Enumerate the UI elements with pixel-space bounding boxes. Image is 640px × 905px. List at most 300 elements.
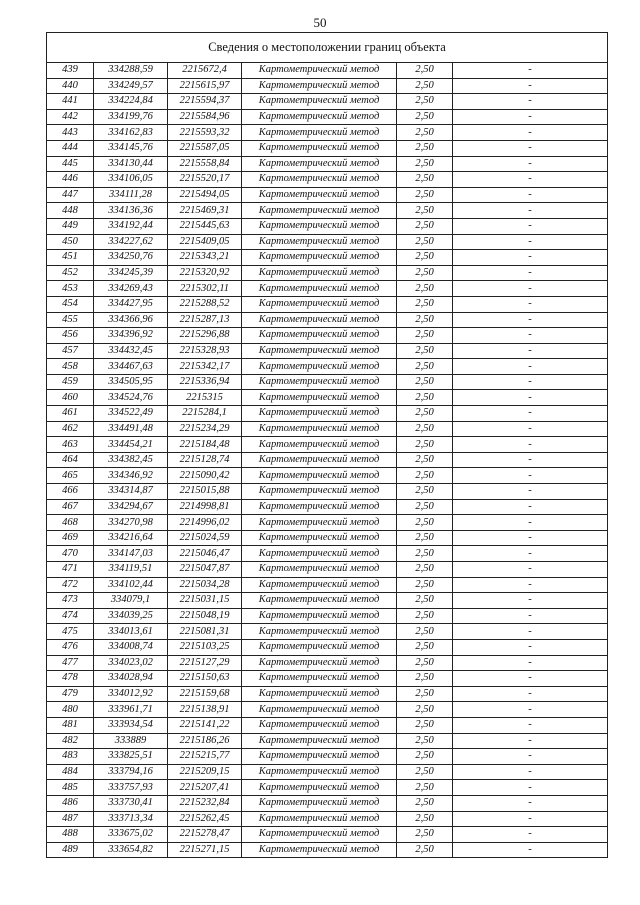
description-cell: -: [453, 140, 608, 156]
description-cell: -: [453, 608, 608, 624]
table-row: [47, 63, 608, 79]
method-cell: Картометрический метод: [242, 749, 397, 765]
table-row: [47, 655, 608, 671]
description-cell: -: [453, 390, 608, 406]
method-cell: Картометрический метод: [242, 577, 397, 593]
method-cell: Картометрический метод: [242, 109, 397, 125]
point-number-cell: 450: [47, 234, 94, 250]
description-cell: -: [453, 203, 608, 219]
accuracy-cell: 2,50: [397, 390, 453, 406]
y-coordinate-cell: 2215024,59: [168, 530, 242, 546]
description-cell: -: [453, 109, 608, 125]
y-coordinate-cell: 2215320,92: [168, 265, 242, 281]
accuracy-cell: 2,50: [397, 265, 453, 281]
point-number-cell: 442: [47, 109, 94, 125]
x-coordinate-cell: 334039,25: [94, 608, 168, 624]
point-number-cell: 468: [47, 515, 94, 531]
accuracy-cell: 2,50: [397, 655, 453, 671]
y-coordinate-cell: 2215127,29: [168, 655, 242, 671]
y-coordinate-cell: 2215046,47: [168, 546, 242, 562]
y-coordinate-cell: 2215469,31: [168, 203, 242, 219]
table-row: [47, 593, 608, 609]
table-title: Сведения о местоположении границ объекта: [47, 33, 608, 63]
description-cell: -: [453, 639, 608, 655]
accuracy-cell: 2,50: [397, 374, 453, 390]
x-coordinate-cell: 334432,45: [94, 343, 168, 359]
point-number-cell: 462: [47, 421, 94, 437]
description-cell: -: [453, 328, 608, 344]
table-row: [47, 577, 608, 593]
method-cell: Картометрический метод: [242, 265, 397, 281]
description-cell: -: [453, 406, 608, 422]
x-coordinate-cell: 334346,92: [94, 468, 168, 484]
accuracy-cell: 2,50: [397, 515, 453, 531]
y-coordinate-cell: 2215034,28: [168, 577, 242, 593]
table-row: [47, 296, 608, 312]
table-row: [47, 530, 608, 546]
accuracy-cell: 2,50: [397, 109, 453, 125]
x-coordinate-cell: 334162,83: [94, 125, 168, 141]
method-cell: Картометрический метод: [242, 281, 397, 297]
accuracy-cell: 2,50: [397, 593, 453, 609]
table-row: [47, 109, 608, 125]
description-cell: -: [453, 374, 608, 390]
x-coordinate-cell: 333675,02: [94, 827, 168, 843]
x-coordinate-cell: 334454,21: [94, 437, 168, 453]
x-coordinate-cell: 334522,49: [94, 406, 168, 422]
description-cell: -: [453, 811, 608, 827]
boundary-coordinates-table: [46, 32, 608, 858]
table-row: [47, 499, 608, 515]
accuracy-cell: 2,50: [397, 530, 453, 546]
page-number: 50: [313, 15, 327, 30]
method-cell: Картометрический метод: [242, 608, 397, 624]
y-coordinate-cell: 2215328,93: [168, 343, 242, 359]
description-cell: -: [453, 515, 608, 531]
accuracy-cell: 2,50: [397, 562, 453, 578]
point-number-cell: 463: [47, 437, 94, 453]
description-cell: -: [453, 250, 608, 266]
method-cell: Картометрический метод: [242, 827, 397, 843]
point-number-cell: 446: [47, 172, 94, 188]
point-number-cell: 454: [47, 296, 94, 312]
y-coordinate-cell: 2215288,52: [168, 296, 242, 312]
y-coordinate-cell: 2215215,77: [168, 749, 242, 765]
x-coordinate-cell: 334111,28: [94, 187, 168, 203]
point-number-cell: 487: [47, 811, 94, 827]
description-cell: -: [453, 312, 608, 328]
accuracy-cell: 2,50: [397, 639, 453, 655]
table-row: [47, 452, 608, 468]
x-coordinate-cell: 334216,64: [94, 530, 168, 546]
method-cell: Картометрический метод: [242, 172, 397, 188]
x-coordinate-cell: 333934,54: [94, 717, 168, 733]
description-cell: -: [453, 281, 608, 297]
accuracy-cell: 2,50: [397, 608, 453, 624]
method-cell: Картометрический метод: [242, 686, 397, 702]
description-cell: -: [453, 593, 608, 609]
y-coordinate-cell: 2215558,84: [168, 156, 242, 172]
method-cell: Картометрический метод: [242, 452, 397, 468]
point-number-cell: 483: [47, 749, 94, 765]
point-number-cell: 466: [47, 484, 94, 500]
x-coordinate-cell: 334294,67: [94, 499, 168, 515]
table-body: [47, 63, 608, 858]
y-coordinate-cell: 2215593,32: [168, 125, 242, 141]
method-cell: Картометрический метод: [242, 562, 397, 578]
table-row: [47, 328, 608, 344]
table-row: [47, 764, 608, 780]
point-number-cell: 461: [47, 406, 94, 422]
accuracy-cell: 2,50: [397, 187, 453, 203]
y-coordinate-cell: 2215520,17: [168, 172, 242, 188]
accuracy-cell: 2,50: [397, 795, 453, 811]
table-row: [47, 406, 608, 422]
method-cell: Картометрический метод: [242, 780, 397, 796]
x-coordinate-cell: 334250,76: [94, 250, 168, 266]
y-coordinate-cell: 2215672,4: [168, 63, 242, 79]
method-cell: Картометрический метод: [242, 94, 397, 110]
point-number-cell: 482: [47, 733, 94, 749]
accuracy-cell: 2,50: [397, 281, 453, 297]
description-cell: -: [453, 530, 608, 546]
table-row: [47, 733, 608, 749]
table-row: [47, 421, 608, 437]
table-header-row: [47, 33, 608, 63]
y-coordinate-cell: 2215081,31: [168, 624, 242, 640]
table-row: [47, 343, 608, 359]
point-number-cell: 478: [47, 671, 94, 687]
point-number-cell: 477: [47, 655, 94, 671]
method-cell: Картометрический метод: [242, 702, 397, 718]
y-coordinate-cell: 2215209,15: [168, 764, 242, 780]
x-coordinate-cell: 334130,44: [94, 156, 168, 172]
table-row: [47, 94, 608, 110]
point-number-cell: 453: [47, 281, 94, 297]
point-number-cell: 489: [47, 842, 94, 858]
x-coordinate-cell: 334245,39: [94, 265, 168, 281]
method-cell: Картометрический метод: [242, 125, 397, 141]
method-cell: Картометрический метод: [242, 546, 397, 562]
accuracy-cell: 2,50: [397, 328, 453, 344]
method-cell: Картометрический метод: [242, 296, 397, 312]
point-number-cell: 467: [47, 499, 94, 515]
table-row: [47, 78, 608, 94]
table-row: [47, 156, 608, 172]
y-coordinate-cell: 2215336,94: [168, 374, 242, 390]
table-row: [47, 624, 608, 640]
method-cell: Картометрический метод: [242, 390, 397, 406]
accuracy-cell: 2,50: [397, 780, 453, 796]
accuracy-cell: 2,50: [397, 140, 453, 156]
table-row: [47, 281, 608, 297]
table-row: [47, 702, 608, 718]
method-cell: Картометрический метод: [242, 78, 397, 94]
x-coordinate-cell: 334013,61: [94, 624, 168, 640]
method-cell: Картометрический метод: [242, 156, 397, 172]
table-row: [47, 234, 608, 250]
x-coordinate-cell: 334192,44: [94, 218, 168, 234]
method-cell: Картометрический метод: [242, 437, 397, 453]
method-cell: Картометрический метод: [242, 484, 397, 500]
accuracy-cell: 2,50: [397, 296, 453, 312]
description-cell: -: [453, 343, 608, 359]
y-coordinate-cell: 2215015,88: [168, 484, 242, 500]
x-coordinate-cell: 334028,94: [94, 671, 168, 687]
table-row: [47, 203, 608, 219]
point-number-cell: 475: [47, 624, 94, 640]
method-cell: Картометрический метод: [242, 811, 397, 827]
point-number-cell: 459: [47, 374, 94, 390]
x-coordinate-cell: 333794,16: [94, 764, 168, 780]
method-cell: Картометрический метод: [242, 671, 397, 687]
method-cell: Картометрический метод: [242, 593, 397, 609]
description-cell: -: [453, 265, 608, 281]
y-coordinate-cell: 2215090,42: [168, 468, 242, 484]
description-cell: -: [453, 764, 608, 780]
point-number-cell: 484: [47, 764, 94, 780]
accuracy-cell: 2,50: [397, 343, 453, 359]
accuracy-cell: 2,50: [397, 218, 453, 234]
y-coordinate-cell: 2215128,74: [168, 452, 242, 468]
method-cell: Картометрический метод: [242, 312, 397, 328]
description-cell: -: [453, 577, 608, 593]
description-cell: -: [453, 78, 608, 94]
y-coordinate-cell: 2215048,19: [168, 608, 242, 624]
accuracy-cell: 2,50: [397, 63, 453, 79]
x-coordinate-cell: 334396,92: [94, 328, 168, 344]
table-row: [47, 312, 608, 328]
point-number-cell: 447: [47, 187, 94, 203]
point-number-cell: 451: [47, 250, 94, 266]
accuracy-cell: 2,50: [397, 717, 453, 733]
accuracy-cell: 2,50: [397, 484, 453, 500]
accuracy-cell: 2,50: [397, 172, 453, 188]
accuracy-cell: 2,50: [397, 733, 453, 749]
point-number-cell: 445: [47, 156, 94, 172]
point-number-cell: 448: [47, 203, 94, 219]
accuracy-cell: 2,50: [397, 203, 453, 219]
y-coordinate-cell: 2215278,47: [168, 827, 242, 843]
accuracy-cell: 2,50: [397, 125, 453, 141]
description-cell: -: [453, 468, 608, 484]
description-cell: -: [453, 686, 608, 702]
x-coordinate-cell: 334106,05: [94, 172, 168, 188]
accuracy-cell: 2,50: [397, 702, 453, 718]
accuracy-cell: 2,50: [397, 842, 453, 858]
y-coordinate-cell: 2215186,26: [168, 733, 242, 749]
table-row: [47, 686, 608, 702]
accuracy-cell: 2,50: [397, 78, 453, 94]
point-number-cell: 464: [47, 452, 94, 468]
point-number-cell: 485: [47, 780, 94, 796]
y-coordinate-cell: 2215409,05: [168, 234, 242, 250]
y-coordinate-cell: 2215234,29: [168, 421, 242, 437]
x-coordinate-cell: 334012,92: [94, 686, 168, 702]
description-cell: -: [453, 187, 608, 203]
accuracy-cell: 2,50: [397, 94, 453, 110]
method-cell: Картометрический метод: [242, 717, 397, 733]
accuracy-cell: 2,50: [397, 671, 453, 687]
y-coordinate-cell: 2215594,37: [168, 94, 242, 110]
point-number-cell: 481: [47, 717, 94, 733]
description-cell: -: [453, 421, 608, 437]
description-cell: -: [453, 717, 608, 733]
table-row: [47, 468, 608, 484]
description-cell: -: [453, 172, 608, 188]
x-coordinate-cell: 334249,57: [94, 78, 168, 94]
y-coordinate-cell: 2215271,15: [168, 842, 242, 858]
description-cell: -: [453, 234, 608, 250]
table-row: [47, 390, 608, 406]
x-coordinate-cell: 334366,96: [94, 312, 168, 328]
method-cell: Картометрический метод: [242, 655, 397, 671]
method-cell: Картометрический метод: [242, 359, 397, 375]
y-coordinate-cell: 2215302,11: [168, 281, 242, 297]
y-coordinate-cell: 2215141,22: [168, 717, 242, 733]
y-coordinate-cell: 2215262,45: [168, 811, 242, 827]
table-row: [47, 250, 608, 266]
point-number-cell: 460: [47, 390, 94, 406]
description-cell: -: [453, 546, 608, 562]
method-cell: Картометрический метод: [242, 343, 397, 359]
accuracy-cell: 2,50: [397, 421, 453, 437]
accuracy-cell: 2,50: [397, 359, 453, 375]
point-number-cell: 458: [47, 359, 94, 375]
point-number-cell: 449: [47, 218, 94, 234]
point-number-cell: 473: [47, 593, 94, 609]
boundary-table-container: [46, 32, 607, 858]
point-number-cell: 440: [47, 78, 94, 94]
x-coordinate-cell: 334199,76: [94, 109, 168, 125]
accuracy-cell: 2,50: [397, 624, 453, 640]
y-coordinate-cell: 2215047,87: [168, 562, 242, 578]
method-cell: Картометрический метод: [242, 203, 397, 219]
method-cell: Картометрический метод: [242, 795, 397, 811]
x-coordinate-cell: 333757,93: [94, 780, 168, 796]
method-cell: Картометрический метод: [242, 499, 397, 515]
point-number-cell: 455: [47, 312, 94, 328]
x-coordinate-cell: 334524,76: [94, 390, 168, 406]
method-cell: Картометрический метод: [242, 515, 397, 531]
x-coordinate-cell: 334505,95: [94, 374, 168, 390]
method-cell: Картометрический метод: [242, 328, 397, 344]
y-coordinate-cell: 2215103,25: [168, 639, 242, 655]
method-cell: Картометрический метод: [242, 187, 397, 203]
table-row: [47, 811, 608, 827]
accuracy-cell: 2,50: [397, 156, 453, 172]
point-number-cell: 474: [47, 608, 94, 624]
y-coordinate-cell: 2215584,96: [168, 109, 242, 125]
table-row: [47, 639, 608, 655]
y-coordinate-cell: 2215342,17: [168, 359, 242, 375]
y-coordinate-cell: 2215296,88: [168, 328, 242, 344]
x-coordinate-cell: 334145,76: [94, 140, 168, 156]
method-cell: Картометрический метод: [242, 63, 397, 79]
point-number-cell: 456: [47, 328, 94, 344]
table-row: [47, 749, 608, 765]
point-number-cell: 452: [47, 265, 94, 281]
y-coordinate-cell: 2215343,21: [168, 250, 242, 266]
table-row: [47, 780, 608, 796]
y-coordinate-cell: 2215494,05: [168, 187, 242, 203]
table-row: [47, 671, 608, 687]
description-cell: -: [453, 702, 608, 718]
description-cell: -: [453, 780, 608, 796]
description-cell: -: [453, 733, 608, 749]
description-cell: -: [453, 94, 608, 110]
accuracy-cell: 2,50: [397, 452, 453, 468]
method-cell: Картометрический метод: [242, 624, 397, 640]
method-cell: Картометрический метод: [242, 764, 397, 780]
accuracy-cell: 2,50: [397, 234, 453, 250]
table-row: [47, 125, 608, 141]
method-cell: Картометрический метод: [242, 733, 397, 749]
x-coordinate-cell: 333825,51: [94, 749, 168, 765]
method-cell: Картометрический метод: [242, 234, 397, 250]
table-row: [47, 374, 608, 390]
y-coordinate-cell: 2215587,05: [168, 140, 242, 156]
y-coordinate-cell: 2215150,63: [168, 671, 242, 687]
description-cell: -: [453, 795, 608, 811]
y-coordinate-cell: 2214996,02: [168, 515, 242, 531]
y-coordinate-cell: 2215031,15: [168, 593, 242, 609]
method-cell: Картометрический метод: [242, 421, 397, 437]
table-row: [47, 437, 608, 453]
table-row: [47, 218, 608, 234]
x-coordinate-cell: 334102,44: [94, 577, 168, 593]
description-cell: -: [453, 156, 608, 172]
method-cell: Картометрический метод: [242, 530, 397, 546]
table-row: [47, 140, 608, 156]
table-row: [47, 608, 608, 624]
accuracy-cell: 2,50: [397, 686, 453, 702]
description-cell: -: [453, 218, 608, 234]
method-cell: Картометрический метод: [242, 374, 397, 390]
point-number-cell: 479: [47, 686, 94, 702]
table-row: [47, 546, 608, 562]
description-cell: -: [453, 827, 608, 843]
x-coordinate-cell: 334491,48: [94, 421, 168, 437]
x-coordinate-cell: 333961,71: [94, 702, 168, 718]
point-number-cell: 488: [47, 827, 94, 843]
x-coordinate-cell: 334314,87: [94, 484, 168, 500]
point-number-cell: 443: [47, 125, 94, 141]
x-coordinate-cell: 334136,36: [94, 203, 168, 219]
description-cell: -: [453, 562, 608, 578]
y-coordinate-cell: 2215284,1: [168, 406, 242, 422]
description-cell: -: [453, 359, 608, 375]
description-cell: -: [453, 125, 608, 141]
y-coordinate-cell: 2215315: [168, 390, 242, 406]
method-cell: Картометрический метод: [242, 406, 397, 422]
y-coordinate-cell: 2215138,91: [168, 702, 242, 718]
x-coordinate-cell: 333889: [94, 733, 168, 749]
accuracy-cell: 2,50: [397, 811, 453, 827]
point-number-cell: 470: [47, 546, 94, 562]
description-cell: -: [453, 296, 608, 312]
y-coordinate-cell: 2215184,48: [168, 437, 242, 453]
x-coordinate-cell: 334382,45: [94, 452, 168, 468]
accuracy-cell: 2,50: [397, 406, 453, 422]
description-cell: -: [453, 499, 608, 515]
table-row: [47, 827, 608, 843]
x-coordinate-cell: 334269,43: [94, 281, 168, 297]
x-coordinate-cell: 334227,62: [94, 234, 168, 250]
accuracy-cell: 2,50: [397, 468, 453, 484]
accuracy-cell: 2,50: [397, 437, 453, 453]
point-number-cell: 457: [47, 343, 94, 359]
